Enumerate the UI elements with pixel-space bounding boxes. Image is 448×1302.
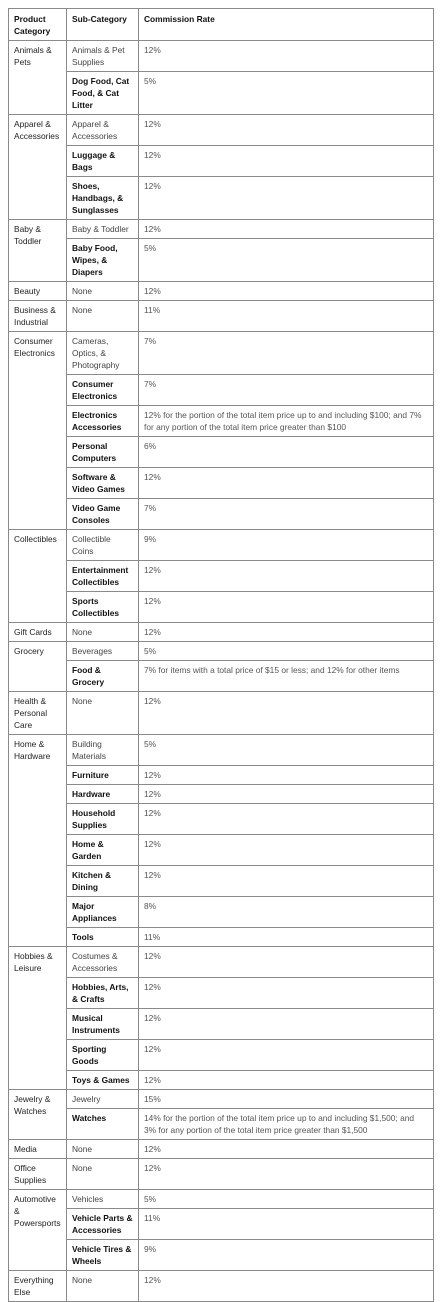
sub-category-cell: Baby & Toddler — [67, 220, 139, 239]
sub-category-cell: Animals & Pet Supplies — [67, 41, 139, 72]
sub-category-cell: Consumer Electronics — [67, 375, 139, 406]
commission-rate-cell: 5% — [139, 72, 434, 115]
sub-category-cell: Hardware — [67, 785, 139, 804]
sub-category-cell: Shoes, Handbags, & Sunglasses — [67, 177, 139, 220]
sub-category-cell: Food & Grocery — [67, 661, 139, 692]
product-category-cell: Jewelry & Watches — [9, 1090, 67, 1140]
table-row — [9, 332, 434, 375]
sub-category-cell: Kitchen & Dining — [67, 866, 139, 897]
commission-rate-cell: 6% — [139, 437, 434, 468]
table-row — [9, 1240, 434, 1271]
commission-rate-cell: 5% — [139, 735, 434, 766]
table-row — [9, 530, 434, 561]
table-row — [9, 928, 434, 947]
commission-rate-cell: 12% — [139, 220, 434, 239]
table-row — [9, 785, 434, 804]
table-row — [9, 115, 434, 146]
commission-rate-cell: 9% — [139, 530, 434, 561]
table-row — [9, 642, 434, 661]
product-category-cell: Home & Hardware — [9, 735, 67, 947]
product-category-cell: Office Supplies — [9, 1159, 67, 1190]
commission-rate-cell: 12% — [139, 146, 434, 177]
table-row — [9, 41, 434, 72]
sub-category-cell: None — [67, 301, 139, 332]
sub-category-cell: Beverages — [67, 642, 139, 661]
commission-rate-cell: 14% for the portion of the total item price up to and including $1,500; and 3% for any portion of the total item price greater than $1,500 — [139, 1109, 434, 1140]
commission-rate-cell: 7% — [139, 375, 434, 406]
table-row — [9, 239, 434, 282]
table-row — [9, 72, 434, 115]
table-row — [9, 499, 434, 530]
sub-category-cell: None — [67, 1159, 139, 1190]
table-row — [9, 1090, 434, 1109]
commission-rate-cell: 7% — [139, 332, 434, 375]
product-category-cell: Business & Industrial — [9, 301, 67, 332]
table-row — [9, 301, 434, 332]
sub-category-cell: Home & Garden — [67, 835, 139, 866]
commission-rate-cell: 5% — [139, 1190, 434, 1209]
sub-category-cell: Toys & Games — [67, 1071, 139, 1090]
table-row — [9, 437, 434, 468]
commission-rate-cell: 12% — [139, 785, 434, 804]
table-row — [9, 692, 434, 735]
commission-rate-cell: 8% — [139, 897, 434, 928]
sub-category-cell: None — [67, 623, 139, 642]
table-row — [9, 561, 434, 592]
commission-rate-cell: 11% — [139, 928, 434, 947]
commission-rate-cell: 12% — [139, 115, 434, 146]
sub-category-cell: None — [67, 282, 139, 301]
commission-rate-cell: 7% — [139, 499, 434, 530]
table-row — [9, 282, 434, 301]
commission-rate-cell: 12% — [139, 978, 434, 1009]
commission-rate-cell: 12% — [139, 866, 434, 897]
product-category-cell: Gift Cards — [9, 623, 67, 642]
sub-category-cell: Vehicles — [67, 1190, 139, 1209]
product-category-cell: Collectibles — [9, 530, 67, 623]
sub-category-cell: None — [67, 692, 139, 735]
commission-rate-cell: 5% — [139, 239, 434, 282]
commission-rate-cell: 12% — [139, 947, 434, 978]
commission-rate-cell: 12% — [139, 41, 434, 72]
table-row — [9, 1040, 434, 1071]
sub-category-cell: Hobbies, Arts, & Crafts — [67, 978, 139, 1009]
commission-rate-cell: 11% — [139, 301, 434, 332]
product-category-cell: Media — [9, 1140, 67, 1159]
sub-category-cell: Cameras, Optics, & Photography — [67, 332, 139, 375]
table-row — [9, 978, 434, 1009]
table-row — [9, 220, 434, 239]
table-row — [9, 947, 434, 978]
product-category-cell: Health & Personal Care — [9, 692, 67, 735]
commission-rate-cell: 12% — [139, 692, 434, 735]
table-row — [9, 177, 434, 220]
table-row — [9, 1209, 434, 1240]
table-row — [9, 468, 434, 499]
product-category-cell: Beauty — [9, 282, 67, 301]
sub-category-cell: Costumes & Accessories — [67, 947, 139, 978]
sub-category-cell: Electronics Accessories — [67, 406, 139, 437]
commission-rate-cell: 12% for the portion of the total item price up to and including $100; and 7% for any portion of the total item price greater than $100 — [139, 406, 434, 437]
commission-rate-cell: 15% — [139, 1090, 434, 1109]
table-row — [9, 1159, 434, 1190]
sub-category-cell: Vehicle Tires & Wheels — [67, 1240, 139, 1271]
sub-category-cell: Personal Computers — [67, 437, 139, 468]
product-category-cell: Automotive & Powersports — [9, 1190, 67, 1271]
table-row — [9, 835, 434, 866]
sub-category-cell: Entertainment Collectibles — [67, 561, 139, 592]
table-row — [9, 406, 434, 437]
table-row — [9, 375, 434, 406]
commission-rate-cell: 12% — [139, 804, 434, 835]
header-sub-category: Sub-Category — [67, 9, 139, 41]
product-category-cell: Grocery — [9, 642, 67, 692]
header-row — [9, 9, 434, 41]
header-product-category: Product Category — [9, 9, 67, 41]
table-row — [9, 146, 434, 177]
sub-category-cell: Sporting Goods — [67, 1040, 139, 1071]
table-row — [9, 866, 434, 897]
product-category-cell: Baby & Toddler — [9, 220, 67, 282]
commission-rate-cell: 12% — [139, 1040, 434, 1071]
table-row — [9, 897, 434, 928]
table-row — [9, 735, 434, 766]
commission-rate-cell: 11% — [139, 1209, 434, 1240]
sub-category-cell: Apparel & Accessories — [67, 115, 139, 146]
commission-rate-cell: 5% — [139, 642, 434, 661]
sub-category-cell: Luggage & Bags — [67, 146, 139, 177]
product-category-cell: Apparel & Accessories — [9, 115, 67, 220]
commission-rate-cell: 12% — [139, 1071, 434, 1090]
sub-category-cell: Video Game Consoles — [67, 499, 139, 530]
commission-table — [8, 8, 434, 1302]
table-body — [9, 41, 434, 1302]
commission-rate-cell: 12% — [139, 282, 434, 301]
sub-category-cell: Building Materials — [67, 735, 139, 766]
table-row — [9, 1071, 434, 1090]
sub-category-cell: Furniture — [67, 766, 139, 785]
sub-category-cell: Jewelry — [67, 1090, 139, 1109]
commission-rate-cell: 12% — [139, 561, 434, 592]
product-category-cell: Hobbies & Leisure — [9, 947, 67, 1090]
commission-rate-cell: 12% — [139, 1009, 434, 1040]
sub-category-cell: Dog Food, Cat Food, & Cat Litter — [67, 72, 139, 115]
product-category-cell: Animals & Pets — [9, 41, 67, 115]
commission-rate-cell: 12% — [139, 592, 434, 623]
table-row — [9, 1190, 434, 1209]
sub-category-cell: Tools — [67, 928, 139, 947]
sub-category-cell: Baby Food, Wipes, & Diapers — [67, 239, 139, 282]
table-row — [9, 1009, 434, 1040]
sub-category-cell: None — [67, 1140, 139, 1159]
sub-category-cell: Collectible Coins — [67, 530, 139, 561]
sub-category-cell: Watches — [67, 1109, 139, 1140]
product-category-cell: Everything Else — [9, 1271, 67, 1302]
sub-category-cell: Vehicle Parts & Accessories — [67, 1209, 139, 1240]
product-category-cell: Consumer Electronics — [9, 332, 67, 530]
commission-rate-cell: 12% — [139, 623, 434, 642]
table-row — [9, 592, 434, 623]
commission-rate-cell: 12% — [139, 1271, 434, 1302]
commission-rate-cell: 12% — [139, 1140, 434, 1159]
table-row — [9, 661, 434, 692]
sub-category-cell: Major Appliances — [67, 897, 139, 928]
table-row — [9, 623, 434, 642]
commission-rate-cell: 12% — [139, 766, 434, 785]
table-row — [9, 1271, 434, 1302]
table-row — [9, 766, 434, 785]
commission-rate-cell: 12% — [139, 468, 434, 499]
table-row — [9, 1140, 434, 1159]
commission-rate-cell: 9% — [139, 1240, 434, 1271]
sub-category-cell: None — [67, 1271, 139, 1302]
commission-rate-cell: 7% for items with a total price of $15 or less; and 12% for other items — [139, 661, 434, 692]
sub-category-cell: Musical Instruments — [67, 1009, 139, 1040]
sub-category-cell: Software & Video Games — [67, 468, 139, 499]
sub-category-cell: Household Supplies — [67, 804, 139, 835]
commission-rate-cell: 12% — [139, 835, 434, 866]
header-commission-rate: Commission Rate — [139, 9, 434, 41]
table-row — [9, 804, 434, 835]
table-row — [9, 1109, 434, 1140]
sub-category-cell: Sports Collectibles — [67, 592, 139, 623]
commission-rate-cell: 12% — [139, 1159, 434, 1190]
commission-rate-cell: 12% — [139, 177, 434, 220]
